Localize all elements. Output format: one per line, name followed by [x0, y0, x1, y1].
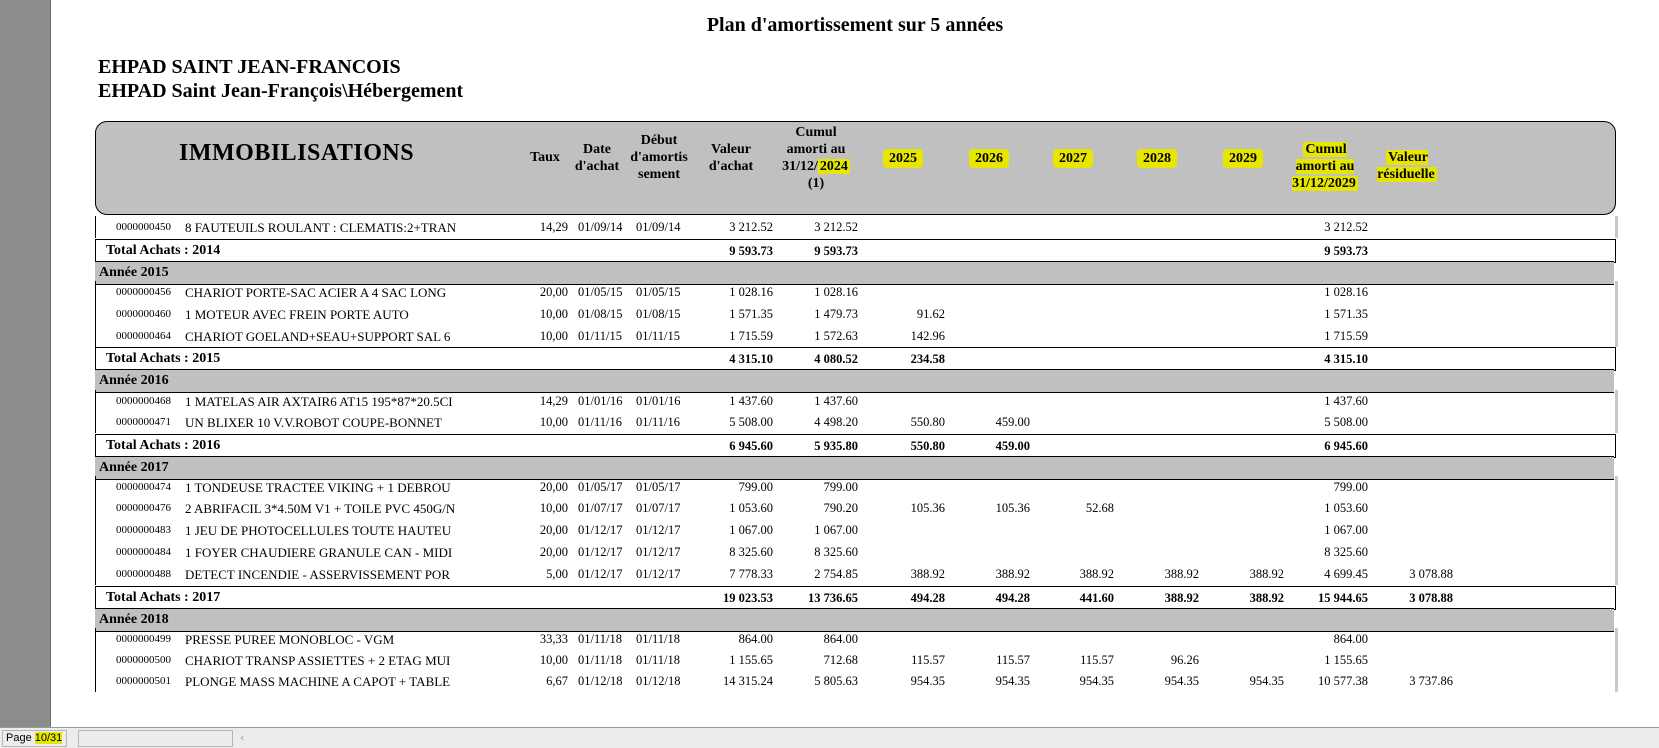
cell-taux: 20,00: [539, 523, 568, 537]
cell-code: 0000000499: [116, 633, 171, 645]
cell-debut: 01/12/18: [636, 674, 681, 688]
table-row: [95, 325, 1618, 347]
cell-desc: CHARIOT TRANSP ASSIETTES + 2 ETAG MUI: [185, 653, 451, 668]
total-label: Total Achats : 2017: [106, 590, 221, 605]
cell-valeur: 1 067.00: [729, 523, 773, 537]
cell-code: 0000000464: [116, 330, 171, 342]
cell-code: 0000000471: [116, 416, 171, 428]
cell-taux: 6,67: [546, 674, 568, 688]
cell-valeur: 7 778.33: [729, 567, 773, 581]
header-2029: 2029: [1213, 150, 1273, 167]
cell-debut: 01/08/15: [636, 307, 681, 321]
cell-cumul2029: 1 028.16: [1324, 285, 1368, 299]
cell-cumul2029: 5 508.00: [1324, 415, 1368, 429]
table-row: [95, 628, 1618, 650]
cell-cumul2029: 1 067.00: [1324, 523, 1368, 537]
cell-cumul2024: 8 325.60: [814, 545, 858, 559]
cell-code: 0000000460: [116, 308, 171, 320]
year-group-label: Année 2018: [99, 612, 169, 627]
cell-code: 0000000500: [116, 654, 171, 666]
cell-code: 0000000450: [116, 221, 171, 233]
cell-date: 01/11/18: [578, 653, 622, 667]
cell-debut: 01/09/14: [636, 220, 681, 234]
cell-debut: 01/12/17: [636, 567, 681, 581]
cell-desc: PRESSE PUREE MONOBLOC - VGM: [185, 632, 395, 647]
cell-debut: 01/12/17: [636, 523, 681, 537]
left-gutter: [0, 0, 51, 727]
cell-taux: 14,29: [539, 394, 568, 408]
cell-date: 01/12/17: [578, 567, 623, 581]
cell-cumul2024: 1 437.60: [814, 394, 858, 408]
cell-valeur: 1 028.16: [729, 285, 773, 299]
cell-desc: CHARIOT GOELAND+SEAU+SUPPORT SAL 6: [185, 329, 451, 344]
cell-taux: 14,29: [539, 220, 568, 234]
cell-date: 01/08/15: [578, 307, 623, 321]
cell-y2025: 550.80: [910, 415, 945, 429]
cell-valeur: 14 315.24: [723, 674, 773, 688]
cell-taux: 10,00: [539, 307, 568, 321]
cell-cumul2024: 4 080.52: [814, 352, 858, 366]
cell-cumul2029: 6 945.60: [1324, 439, 1368, 453]
cell-cumul2024: 9 593.73: [814, 244, 858, 258]
cell-y2028: 388.92: [1164, 591, 1199, 605]
cell-desc: 1 MATELAS AIR AXTAIR6 AT15 195*87*20.5CI: [185, 394, 453, 409]
header-taux: Taux: [530, 150, 560, 165]
table-row: [95, 670, 1618, 692]
cell-valeur: 3 212.52: [729, 220, 773, 234]
page-number: 10/31: [34, 732, 63, 744]
table-row: [95, 649, 1618, 671]
cell-taux: 10,00: [539, 415, 568, 429]
cell-cumul2024: 712.68: [823, 653, 858, 667]
cell-debut: 01/11/15: [636, 329, 680, 343]
cell-code: 0000000483: [116, 524, 171, 536]
table-row: [95, 541, 1618, 563]
year-group-label: Année 2016: [99, 373, 169, 388]
cell-cumul2024: 1 067.00: [814, 523, 858, 537]
total-row: [95, 347, 1616, 371]
cell-y2025: 954.35: [910, 674, 945, 688]
cell-taux: 20,00: [539, 480, 568, 494]
cell-date: 01/11/18: [578, 632, 622, 646]
report-page: [51, 0, 1659, 727]
cell-valeur: 864.00: [738, 632, 773, 646]
cell-cumul2024: 3 212.52: [814, 220, 858, 234]
cell-cumul2029: 864.00: [1333, 632, 1368, 646]
cell-cumul2024: 5 935.80: [814, 439, 858, 453]
cell-debut: 01/11/18: [636, 653, 680, 667]
cell-valeur: 1 053.60: [729, 501, 773, 515]
cell-cumul2029: 1 715.59: [1324, 329, 1368, 343]
cell-y2027: 115.57: [1080, 653, 1114, 667]
header-valeur-residuelle: Valeur résiduelle: [1377, 150, 1435, 182]
cell-taux: 10,00: [539, 501, 568, 515]
header-cumul-2024-note: (1): [807, 176, 825, 191]
cell-y2025: 234.58: [910, 352, 945, 366]
cell-cumul2029: 1 155.65: [1324, 653, 1368, 667]
cell-y2029: 388.92: [1249, 567, 1284, 581]
cell-desc: 1 MOTEUR AVEC FREIN PORTE AUTO: [185, 307, 409, 322]
cell-desc: 1 FOYER CHAUDIERE GRANULE CAN - MIDI: [185, 545, 453, 560]
scroll-left-icon[interactable]: ‹: [240, 731, 245, 744]
cell-desc: 8 FAUTEUILS ROULANT : CLEMATIS:2+TRAN: [185, 220, 457, 235]
cell-cumul2024: 13 736.65: [808, 591, 858, 605]
table-row: [95, 390, 1618, 412]
cell-y2029: 954.35: [1249, 674, 1284, 688]
cell-date: 01/05/15: [578, 285, 623, 299]
cell-debut: 01/01/16: [636, 394, 681, 408]
cell-valeur: 19 023.53: [723, 591, 773, 605]
table-row: [95, 519, 1618, 541]
section-title: IMMOBILISATIONS: [179, 140, 415, 166]
cell-valeur: 1 571.35: [729, 307, 773, 321]
cell-y2027: 52.68: [1085, 501, 1114, 515]
cell-debut: 01/05/17: [636, 480, 681, 494]
cell-desc: 2 ABRIFACIL 3*4.50M V1 + TOILE PVC 450G/N: [185, 501, 456, 516]
cell-valeur: 799.00: [738, 480, 773, 494]
cell-date: 01/11/15: [578, 329, 622, 343]
cell-y2028: 96.26: [1170, 653, 1199, 667]
cell-taux: 20,00: [539, 285, 568, 299]
cell-cumul2024: 790.20: [823, 501, 858, 515]
cell-code: 0000000468: [116, 395, 171, 407]
table-row: [95, 497, 1618, 519]
total-label: Total Achats : 2015: [106, 351, 221, 366]
cell-y2026: 459.00: [995, 439, 1030, 453]
cell-desc: CHARIOT PORTE-SAC ACIER A 4 SAC LONG: [185, 285, 447, 300]
cell-desc: 1 JEU DE PHOTOCELLULES TOUTE HAUTEU: [185, 523, 452, 538]
cell-y2025: 142.96: [910, 329, 945, 343]
header-2026: 2026: [959, 150, 1019, 167]
cell-date: 01/12/18: [578, 674, 623, 688]
header-2028: 2028: [1127, 150, 1187, 167]
header-cumul-2029: Cumul amorti au 31/12/2029: [1292, 142, 1356, 191]
cell-y2026: 459.00: [995, 415, 1030, 429]
organization-department: EHPAD Saint Jean-François\Hébergement: [98, 80, 464, 102]
cell-y2028: 388.92: [1164, 567, 1199, 581]
cell-cumul2029: 4 315.10: [1324, 352, 1368, 366]
cell-cumul2024: 1 572.63: [814, 329, 858, 343]
header-cumul-2024: [771, 124, 861, 192]
cell-y2025: 91.62: [916, 307, 945, 321]
cell-cumul2029: 15 944.65: [1318, 591, 1368, 605]
cell-code: 0000000474: [116, 481, 171, 493]
cell-y2026: 105.36: [995, 501, 1030, 515]
header-valeur-achat: Valeur d'achat: [708, 142, 754, 174]
cell-y2026: 388.92: [995, 567, 1030, 581]
cell-y2027: 954.35: [1079, 674, 1114, 688]
year-group-label: Année 2017: [99, 460, 169, 475]
cell-y2026: 494.28: [995, 591, 1030, 605]
cell-y2025: 494.28: [910, 591, 945, 605]
cell-y2029: 388.92: [1249, 591, 1284, 605]
cell-cumul2024: 864.00: [823, 632, 858, 646]
cell-residuelle: 3 737.86: [1409, 674, 1453, 688]
total-row: [95, 239, 1616, 263]
cell-cumul2029: 10 577.38: [1318, 674, 1368, 688]
cell-debut: 01/11/18: [636, 632, 680, 646]
cell-y2026: 954.35: [995, 674, 1030, 688]
header-cumul-2024-year: 2024: [819, 159, 848, 174]
cell-valeur: 9 593.73: [729, 244, 773, 258]
total-label: Total Achats : 2014: [106, 243, 221, 258]
cell-date: 01/12/17: [578, 523, 623, 537]
table-row: [95, 411, 1618, 433]
cell-cumul2024: 799.00: [823, 480, 858, 494]
header-2027: 2027: [1043, 150, 1103, 167]
cell-debut: 01/12/17: [636, 545, 681, 559]
header-debut-amortissement: Début d'amortis sement: [630, 133, 688, 182]
cell-debut: 01/11/16: [636, 415, 680, 429]
cell-debut: 01/07/17: [636, 501, 681, 515]
header-2025: 2025: [873, 150, 933, 167]
cell-y2025: 388.92: [910, 567, 945, 581]
cell-date: 01/07/17: [578, 501, 623, 515]
cell-taux: 33,33: [539, 632, 568, 646]
table-row: [95, 216, 1618, 238]
cell-cumul2029: 1 571.35: [1324, 307, 1368, 321]
cell-cumul2024: 1 479.73: [814, 307, 858, 321]
year-group-label: Année 2015: [99, 265, 169, 280]
table-row: [95, 476, 1618, 498]
cell-desc: UN BLIXER 10 V.V.ROBOT COUPE-BONNET: [185, 415, 442, 430]
cell-taux: 10,00: [539, 653, 568, 667]
cell-date: 01/09/14: [578, 220, 623, 234]
cell-y2026: 115.57: [996, 653, 1030, 667]
total-row: [95, 586, 1616, 610]
cell-valeur: 5 508.00: [729, 415, 773, 429]
table-row: [95, 303, 1618, 325]
cell-valeur: 1 437.60: [729, 394, 773, 408]
cell-cumul2024: 4 498.20: [814, 415, 858, 429]
cell-residuelle: 3 078.88: [1409, 591, 1453, 605]
cell-date: 01/12/17: [578, 545, 623, 559]
cell-cumul2029: 3 212.52: [1324, 220, 1368, 234]
cell-code: 0000000501: [116, 675, 171, 687]
cell-taux: 5,00: [546, 567, 568, 581]
header-date-achat: Date d'achat: [574, 142, 620, 174]
cell-valeur: 6 945.60: [729, 439, 773, 453]
cell-cumul2029: 9 593.73: [1324, 244, 1368, 258]
table-row: [95, 281, 1618, 303]
cell-code: 0000000484: [116, 546, 171, 558]
cell-y2027: 388.92: [1079, 567, 1114, 581]
cell-date: 01/01/16: [578, 394, 623, 408]
header-cumul-2024-text: Cumul amorti au 31/12/: [782, 125, 846, 174]
cell-valeur: 1 715.59: [729, 329, 773, 343]
cell-code: 0000000476: [116, 502, 171, 514]
cell-date: 01/11/16: [578, 415, 622, 429]
total-label: Total Achats : 2016: [106, 438, 221, 453]
organization-name: EHPAD SAINT JEAN-FRANCOIS: [98, 56, 401, 78]
cell-y2028: 954.35: [1164, 674, 1199, 688]
cell-valeur: 8 325.60: [729, 545, 773, 559]
cell-code: 0000000456: [116, 286, 171, 298]
cell-y2027: 441.60: [1079, 591, 1114, 605]
page-indicator: Page 10/31: [2, 730, 67, 747]
cell-valeur: 4 315.10: [729, 352, 773, 366]
total-row: [95, 434, 1616, 458]
cell-cumul2029: 4 699.45: [1324, 567, 1368, 581]
status-field: [78, 730, 233, 747]
cell-desc: 1 TONDEUSE TRACTEE VIKING + 1 DEBROU: [185, 480, 451, 495]
cell-taux: 10,00: [539, 329, 568, 343]
table-row: [95, 563, 1618, 585]
cell-cumul2029: 8 325.60: [1324, 545, 1368, 559]
cell-cumul2024: 1 028.16: [814, 285, 858, 299]
cell-cumul2029: 799.00: [1333, 480, 1368, 494]
cell-date: 01/05/17: [578, 480, 623, 494]
cell-debut: 01/05/15: [636, 285, 681, 299]
cell-residuelle: 3 078.88: [1409, 567, 1453, 581]
cell-taux: 20,00: [539, 545, 568, 559]
cell-desc: PLONGE MASS MACHINE A CAPOT + TABLE: [185, 674, 451, 689]
cell-y2025: 550.80: [910, 439, 945, 453]
cell-y2025: 115.57: [911, 653, 945, 667]
status-bar: [0, 727, 1659, 748]
cell-code: 0000000488: [116, 568, 171, 580]
cell-cumul2029: 1 053.60: [1324, 501, 1368, 515]
cell-desc: DETECT INCENDIE - ASSERVISSEMENT POR: [185, 567, 450, 582]
cell-valeur: 1 155.65: [729, 653, 773, 667]
cell-cumul2024: 5 805.63: [814, 674, 858, 688]
cell-y2025: 105.36: [910, 501, 945, 515]
cell-cumul2029: 1 437.60: [1324, 394, 1368, 408]
cell-cumul2024: 2 754.85: [814, 567, 858, 581]
report-title: Plan d'amortissement sur 5 années: [706, 14, 1004, 36]
